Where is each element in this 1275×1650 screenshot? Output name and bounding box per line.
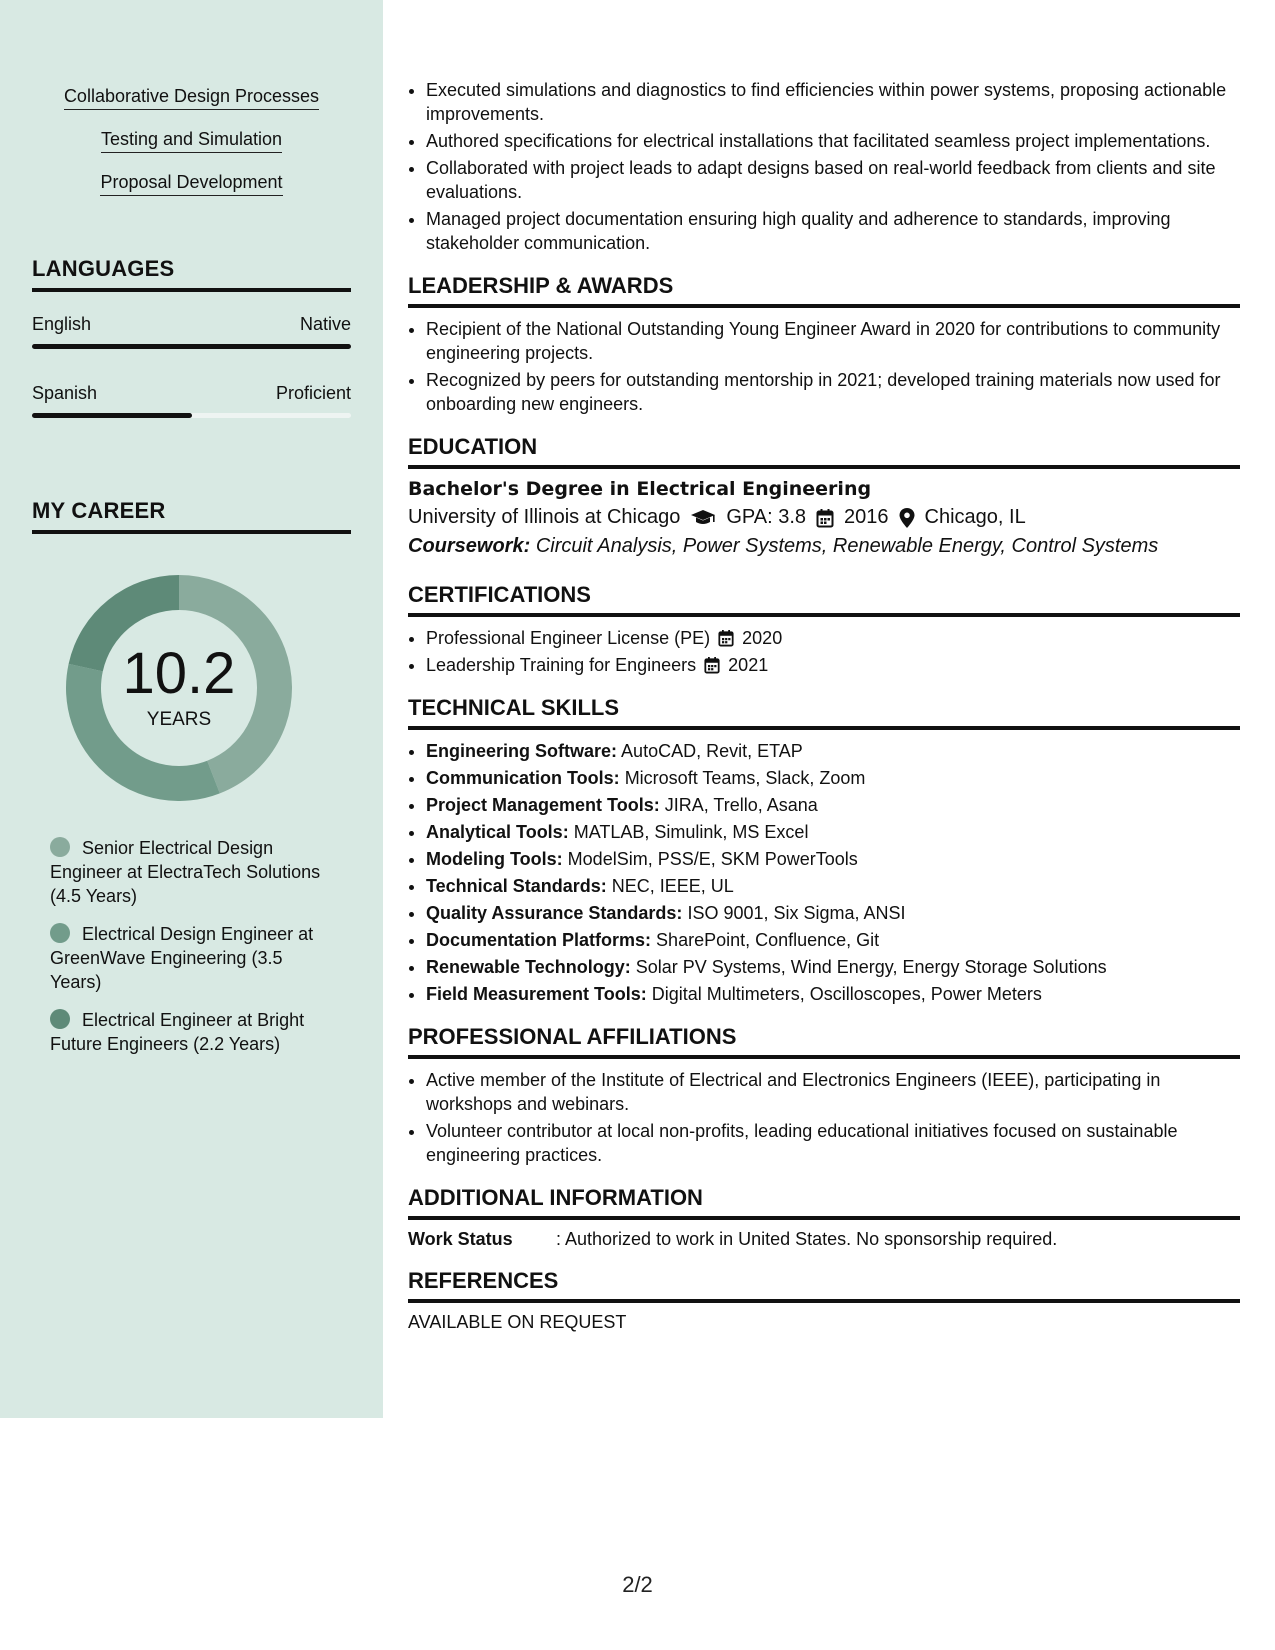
technical-skill-label: Renewable Technology: xyxy=(426,957,631,977)
work-status-row xyxy=(408,1229,1240,1250)
leadership-heading: LEADERSHIP & AWARDS xyxy=(408,273,1240,308)
skills-list xyxy=(0,86,383,215)
language-bar-fill xyxy=(32,413,192,418)
career-dot-icon xyxy=(50,1009,70,1029)
main-content xyxy=(408,78,1240,1333)
career-list xyxy=(50,836,330,1070)
skill-item: Proposal Development xyxy=(100,172,282,196)
certification-item xyxy=(426,653,1240,677)
career-dot-icon xyxy=(50,923,70,943)
technical-skill-label: Documentation Platforms: xyxy=(426,930,652,950)
certification-year: 2020 xyxy=(742,628,783,648)
experience-bullet: • Executed simulations and diagnostics to find efficiencies within power systems, proposing actionable improvements. xyxy=(426,78,1240,126)
technical-skill-label: Technical Standards: xyxy=(426,876,607,896)
map-pin-icon xyxy=(899,508,915,528)
technical-skill-item xyxy=(426,766,1240,790)
additional-info-heading: ADDITIONAL INFORMATION xyxy=(408,1185,1240,1220)
leadership-item: • Recognized by peers for outstanding mentorship in 2021; developed training materials now used for onboarding new engineers. xyxy=(426,368,1240,416)
technical-skill-value: JIRA, Trello, Asana xyxy=(664,795,818,815)
language-bar-fill xyxy=(32,344,351,349)
experience-bullet: • Collaborated with project leads to adapt designs based on real-world feedback from clients and site evaluations. xyxy=(426,156,1240,204)
career-heading: MY CAREER xyxy=(32,498,351,534)
technical-skill-label: Field Measurement Tools: xyxy=(426,984,647,1004)
page-number: 2/2 xyxy=(622,1572,653,1597)
technical-skill-value: Microsoft Teams, Slack, Zoom xyxy=(624,768,866,788)
technical-skill-item xyxy=(426,847,1240,871)
technical-skill-item xyxy=(426,982,1240,1006)
career-donut xyxy=(66,575,292,801)
technical-skill-item xyxy=(426,955,1240,979)
references-heading: REFERENCES xyxy=(408,1268,1240,1303)
calendar-icon xyxy=(816,508,834,528)
technical-skill-value: Digital Multimeters, Oscilloscopes, Power Meters xyxy=(651,984,1042,1004)
career-item-text: Electrical Design Engineer at GreenWave Engineering (3.5 Years) xyxy=(50,924,314,992)
career-item-text: Senior Electrical Design Engineer at ElectraTech Solutions (4.5 Years) xyxy=(50,838,321,906)
certifications-heading: CERTIFICATIONS xyxy=(408,582,1240,617)
technical-skill-value: AutoCAD, Revit, ETAP xyxy=(621,741,803,761)
technical-skill-label: Quality Assurance Standards: xyxy=(426,903,683,923)
affiliations-heading: PROFESSIONAL AFFILIATIONS xyxy=(408,1024,1240,1059)
technical-skill-label: Analytical Tools: xyxy=(426,822,569,842)
technical-skill-label: Modeling Tools: xyxy=(426,849,563,869)
languages-heading: LANGUAGES xyxy=(32,256,351,292)
technical-skill-item xyxy=(426,928,1240,952)
career-dot-icon xyxy=(50,837,70,857)
skill-item: Collaborative Design Processes xyxy=(64,86,319,110)
technical-skill-value: NEC, IEEE, UL xyxy=(611,876,734,896)
technical-skill-value: ModelSim, PSS/E, SKM PowerTools xyxy=(567,849,858,869)
technical-skills-list xyxy=(408,739,1240,1006)
career-item xyxy=(50,836,330,908)
experience-bullet: • Authored specifications for electrical installations that facilitated seamless project implementations. xyxy=(426,129,1240,153)
work-status-label: Work Status xyxy=(408,1229,513,1249)
education-location: Chicago, IL xyxy=(924,506,1026,528)
education-coursework xyxy=(408,535,1240,558)
technical-skill-label: Engineering Software: xyxy=(426,741,618,761)
affiliation-item: • Volunteer contributor at local non-profits, leading educational initiatives focused on sustainable engineering practices. xyxy=(426,1119,1240,1167)
career-item xyxy=(50,1008,330,1056)
technical-skill-value: SharePoint, Confluence, Git xyxy=(656,930,880,950)
leadership-item: • Recipient of the National Outstanding Young Engineer Award in 2020 for contributions to community engineering projects. xyxy=(426,317,1240,365)
certification-year: 2021 xyxy=(728,655,769,675)
career-total xyxy=(66,575,292,801)
technical-skill-value: ISO 9001, Six Sigma, ANSI xyxy=(687,903,906,923)
affiliation-item: • Active member of the Institute of Electrical and Electronics Engineers (IEEE), participating in workshops and webinars. xyxy=(426,1068,1240,1116)
technical-skill-item xyxy=(426,820,1240,844)
certifications-list xyxy=(408,626,1240,677)
coursework-label: Coursework: xyxy=(408,535,531,557)
language-level: Native xyxy=(299,314,351,334)
certification-name: • Leadership Training for Engineers xyxy=(426,655,697,675)
technical-skill-item xyxy=(426,901,1240,925)
technical-skills-heading: TECHNICAL SKILLS xyxy=(408,695,1240,730)
career-total-number: 10.2 xyxy=(122,641,236,706)
education-details xyxy=(408,506,1240,529)
experience-bullets xyxy=(408,78,1240,255)
calendar-icon xyxy=(704,656,720,674)
experience-bullet: • Managed project documentation ensuring high quality and adherence to standards, improving stakeholder communication. xyxy=(426,207,1240,255)
certification-item xyxy=(426,626,1240,650)
technical-skill-value: Solar PV Systems, Wind Energy, Energy Storage Solutions xyxy=(635,957,1107,977)
career-item-text: Electrical Engineer at Bright Future Engineers (2.2 Years) xyxy=(50,1010,305,1054)
skill-item: Testing and Simulation xyxy=(101,129,282,153)
affiliations-list xyxy=(408,1068,1240,1167)
coursework-list: Circuit Analysis, Power Systems, Renewable Energy, Control Systems xyxy=(535,535,1159,557)
education-heading: EDUCATION xyxy=(408,434,1240,469)
technical-skill-value: MATLAB, Simulink, MS Excel xyxy=(573,822,809,842)
sidebar xyxy=(0,0,383,1418)
education-year: 2016 xyxy=(844,506,889,528)
technical-skill-item xyxy=(426,739,1240,763)
language-row xyxy=(32,314,351,335)
work-status-value: : Authorized to work in United States. No sponsorship required. xyxy=(556,1229,1058,1249)
language-row xyxy=(32,383,351,404)
education-degree: Bachelor's Degree in Electrical Engineering xyxy=(408,478,872,500)
technical-skill-item xyxy=(426,793,1240,817)
language-bar xyxy=(32,344,351,349)
language-name: English xyxy=(32,314,92,334)
certification-name: • Professional Engineer License (PE) xyxy=(426,628,711,648)
technical-skill-label: Communication Tools: xyxy=(426,768,620,788)
leadership-list xyxy=(408,317,1240,416)
career-total-unit: YEARS xyxy=(146,709,212,730)
calendar-icon xyxy=(718,629,734,647)
technical-skill-item xyxy=(426,874,1240,898)
language-bar xyxy=(32,413,351,418)
graduation-cap-icon xyxy=(690,509,716,527)
technical-skill-label: Project Management Tools: xyxy=(426,795,660,815)
references-text: AVAILABLE ON REQUEST xyxy=(408,1312,627,1332)
language-level: Proficient xyxy=(275,383,351,403)
career-item xyxy=(50,922,330,994)
education-gpa: GPA: 3.8 xyxy=(726,506,807,528)
education-school: University of Illinois at Chicago xyxy=(408,506,681,528)
language-name: Spanish xyxy=(32,383,98,403)
